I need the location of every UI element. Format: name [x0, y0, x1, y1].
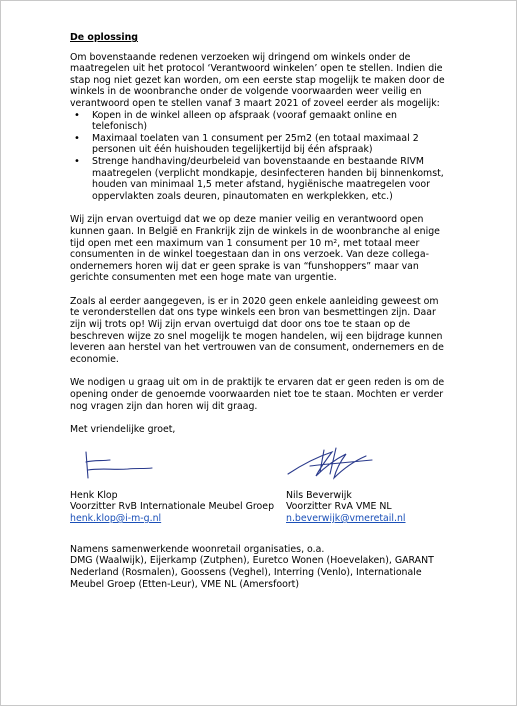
signer-henk [70, 490, 274, 525]
signer-email-link[interactable]: n.beverwijk@vmeretail.nl [286, 513, 406, 524]
list-item: • Strenge handhaving/deurbeleid van bovenstaande en bestaande RIVM maatregelen (verplicht mondkapje, desinfecteren handen bij binnenkomst, houden van minimaal 1,5 meter afstand, hygiënische maatregelen voor oppervlakten zoals deuren, pinautomaten en werkplekken, etc.) [92, 156, 450, 202]
signer-title: Voorzitter RvA VME NL [286, 501, 392, 513]
footer-intro: Namens samenwerkende woonretail organisaties, o.a. [70, 543, 325, 555]
conditions-list [70, 110, 450, 203]
footer [70, 544, 450, 590]
section-heading: De oplossing [70, 32, 138, 43]
signature-nils-beverwijk-icon [280, 444, 390, 484]
signer-email-link[interactable]: henk.klop@i-m-g.nl [70, 513, 162, 524]
footer-organisations: DMG (Waalwijk), Eijerkamp (Zutphen), Euretco Wonen (Hoevelaken), GARANT Nederland (Rosmalen), Goossens (Veghel), Interring (Venlo), Internationale Meubel Groep (Etten-Leur), VME NL (Amersfoort) [70, 555, 434, 590]
signature-henk-klop-icon [80, 448, 160, 484]
signer-name: Nils Beverwijk [286, 489, 352, 501]
paragraph-confidence: Wij zijn ervan overtuigd dat we op deze manier veilig en verantwoord open kunnen gaan. In België en Frankrijk zijn de winkels in de woonbranche al enige tijd open met een maximum van 1 consument per 10 m², met totaal meer consumenten in de winkel toegestaan dan in ons verzoek. Van deze collega-ondernemers horen wij dat er geen sprake is van “funshoppers” maar van gerichte consumenten met een hoge mate van urgentie. [70, 214, 440, 284]
signatures [70, 444, 450, 490]
list-item: • Kopen in de winkel alleen op afspraak (vooraf gemaakt online en telefonisch) [92, 110, 450, 133]
closing-greeting: Met vriendelijke groet, [70, 424, 176, 436]
letter-body [70, 32, 450, 590]
signer-title: Voorzitter RvB Internationale Meubel Groep [70, 501, 275, 513]
signer-name: Henk Klop [70, 489, 118, 501]
list-item: • Maximaal toelaten van 1 consument per 25m2 (en totaal maximaal 2 personen uit één huishouden tegelijkertijd bij één afspraak) [92, 133, 450, 156]
paragraph-invitation: We nodigen u graag uit om in de praktijk te ervaren dat er geen reden is om de opening onder de genoemde voorwaarden niet toe te staan. Mochten er verder nog vragen zijn dan horen wij dit graag. [70, 377, 445, 412]
signer-nils [286, 490, 406, 525]
signer-block [70, 490, 450, 526]
intro-paragraph: Om bovenstaande redenen verzoeken wij dringend om winkels onder de maatregelen uit het protocol ‘Verantwoord winkelen’ open te stellen. Indien die stap nog niet gezet kan worden, om een eerste stap mogelijk te maken door de winkels in de woonbranche onder de volgende voorwaarden weer veilig en verantwoord open te stellen vanaf 3 maart 2021 of zoveel eerder als mogelijk: [70, 51, 445, 109]
paragraph-2020: Zoals al eerder aangegeven, is er in 2020 geen enkele aanleiding geweest om te veronderstellen dat ons type winkels een bron van besmettingen zijn. Daar zijn wij trots op! Wij zijn ervan overtuigd dat door ons toe te staan op de beschreven wijze zo snel mogelijk te mogen handelen, wij een bijdrage kunnen leveren aan herstel van het vertrouwen van de consument, ondernemers en de economie. [70, 295, 444, 365]
